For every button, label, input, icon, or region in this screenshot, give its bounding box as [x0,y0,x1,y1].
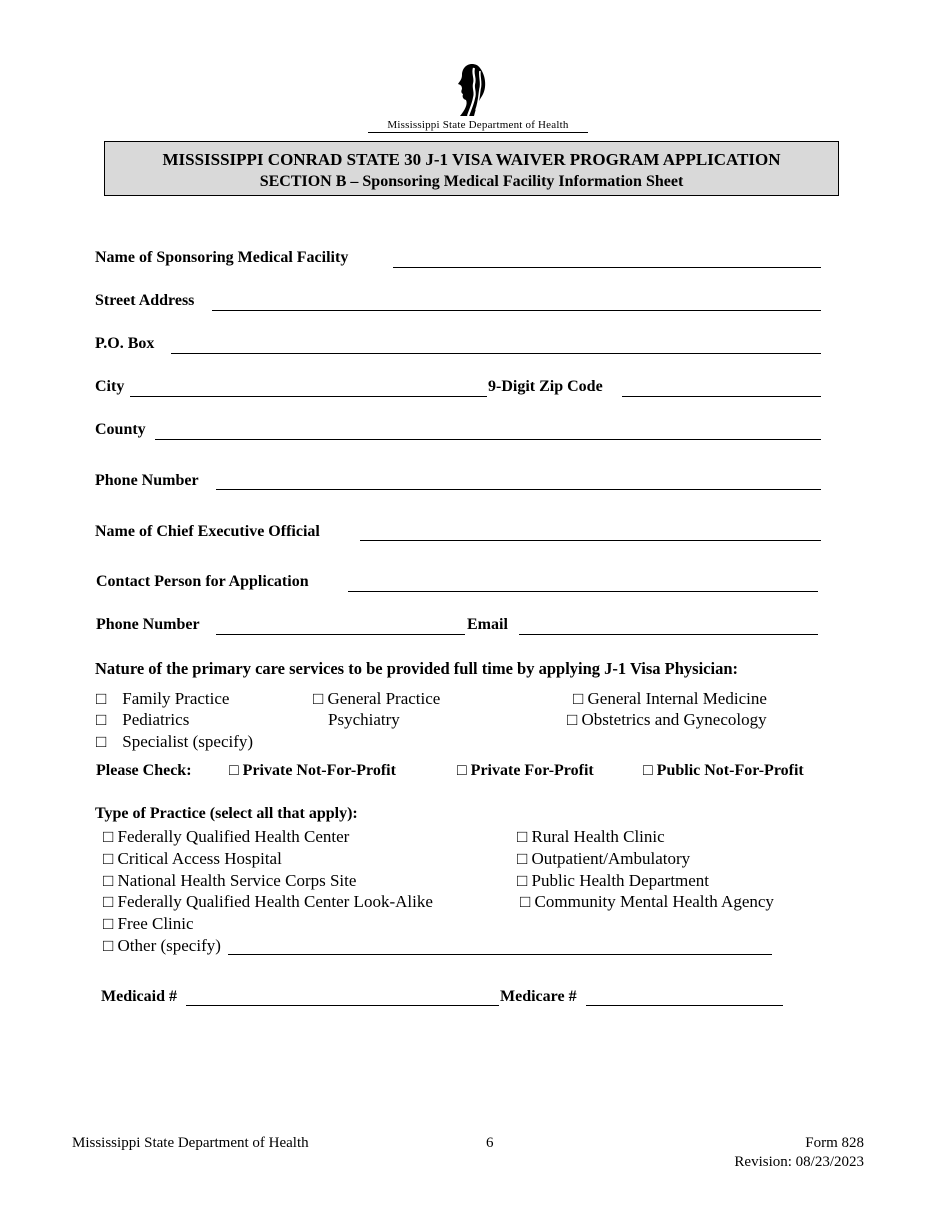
other-label: Other (specify) [117,936,221,955]
free-clinic-checkbox[interactable] [103,914,194,934]
checkbox-icon: □ [573,689,584,708]
ceo-name-label: Name of Chief Executive Official [95,523,320,540]
footer-page-number: 6 [486,1135,494,1151]
cmha-label: Community Mental Health Agency [534,892,774,911]
checkbox-icon: □ [457,762,467,779]
practice-type-label: Type of Practice (select all that apply): [95,805,358,822]
checkbox-icon: □ [517,871,528,890]
family-practice-label: Family Practice [122,689,230,708]
checkbox-icon: □ [103,827,114,846]
fqhc-lookalike-checkbox[interactable] [103,892,433,912]
profile-silhouette-icon [452,62,492,118]
checkbox-icon: □ [313,689,324,708]
cmha-checkbox[interactable] [520,892,774,912]
public-nfp-checkbox[interactable] [643,762,804,780]
checkbox-icon: □ [567,710,578,729]
cah-checkbox[interactable] [103,849,282,869]
ob-gyn-label: Obstetrics and Gynecology [581,710,767,729]
county-label: County [95,421,146,438]
contact-person-field[interactable] [348,591,818,592]
street-address-label: Street Address [95,292,195,309]
private-nfp-checkbox[interactable] [229,762,396,780]
footer-revision: Revision: 08/23/2023 [734,1154,864,1170]
nhsc-checkbox[interactable] [103,871,356,891]
checkbox-icon: □ [517,827,528,846]
ob-gyn-checkbox[interactable] [567,710,767,730]
medicaid-label: Medicaid # [101,988,177,1005]
checkbox-icon: □ [103,871,114,890]
phone-field[interactable] [216,489,821,490]
city-label: City [95,378,125,395]
email-label: Email [467,616,508,633]
checkbox-icon: □ [643,762,653,779]
nhsc-label: National Health Service Corps Site [117,871,357,890]
po-box-label: P.O. Box [95,335,155,352]
pediatrics-checkbox[interactable] [96,710,189,730]
po-box-field[interactable] [171,353,821,354]
family-practice-checkbox[interactable] [96,689,229,709]
facility-name-label: Name of Sponsoring Medical Facility [95,249,349,266]
medicaid-field[interactable] [186,1005,499,1006]
public-nfp-label: Public Not-For-Profit [656,762,804,779]
street-address-field[interactable] [212,310,821,311]
psychiatry-label: Psychiatry [328,710,400,729]
agency-logo-text: Mississippi State Department of Health [368,119,588,133]
rhc-label: Rural Health Clinic [531,827,665,846]
zip-field[interactable] [622,396,821,397]
fqhc-label: Federally Qualified Health Center [117,827,350,846]
zip-label: 9-Digit Zip Code [488,378,603,395]
medicare-field[interactable] [586,1005,783,1006]
fqhc-lookalike-label: Federally Qualified Health Center Look-Alike [117,892,433,911]
rhc-checkbox[interactable] [517,827,665,847]
other-specify-field[interactable] [228,954,772,955]
general-internal-medicine-label: General Internal Medicine [587,689,767,708]
contact-phone-label: Phone Number [96,616,200,633]
cah-label: Critical Access Hospital [117,849,282,868]
private-fp-label: Private For-Profit [470,762,594,779]
private-nfp-label: Private Not-For-Profit [242,762,396,779]
specialist-checkbox[interactable] [96,732,253,752]
free-clinic-label: Free Clinic [117,914,194,933]
checkbox-icon: □ [103,936,114,955]
form-section-title: SECTION B – Sponsoring Medical Facility Information Sheet [259,173,684,190]
outpatient-checkbox[interactable] [517,849,690,869]
contact-person-label: Contact Person for Application [96,573,309,590]
phone-label: Phone Number [95,472,199,489]
checkbox-icon: □ [103,914,114,933]
footer-org: Mississippi State Department of Health [72,1135,309,1151]
medicare-label: Medicare # [500,988,577,1005]
ceo-name-field[interactable] [360,540,821,541]
facility-name-field[interactable] [393,267,821,268]
form-title: MISSISSIPPI CONRAD STATE 30 J-1 VISA WAIVER PROGRAM APPLICATION [162,150,781,169]
footer-form-number: Form 828 [805,1135,864,1151]
pediatrics-label: Pediatrics [122,710,190,729]
please-check-label: Please Check: [96,762,192,779]
checkbox-icon: □ [96,710,107,729]
checkbox-icon: □ [517,849,528,868]
checkbox-icon: □ [520,892,531,911]
specialist-label: Specialist (specify) [122,732,254,751]
general-internal-medicine-checkbox[interactable] [573,689,767,709]
private-fp-checkbox[interactable] [457,762,594,780]
checkbox-icon: □ [96,689,107,708]
contact-phone-field[interactable] [216,634,465,635]
public-health-checkbox[interactable] [517,871,709,891]
checkbox-icon: □ [96,732,107,751]
checkbox-icon: □ [103,892,114,911]
other-checkbox[interactable] [103,936,221,956]
checkbox-icon: □ [103,849,114,868]
fqhc-checkbox[interactable] [103,827,349,847]
email-field[interactable] [519,634,818,635]
agency-logo [368,62,588,134]
city-field[interactable] [130,396,487,397]
county-field[interactable] [155,439,821,440]
checkbox-icon: □ [229,762,239,779]
outpatient-label: Outpatient/Ambulatory [531,849,691,868]
form-title-box [104,141,839,196]
general-practice-checkbox[interactable] [313,689,440,709]
public-health-label: Public Health Department [531,871,710,890]
services-question: Nature of the primary care services to be provided full time by applying J-1 Visa Physician: [95,659,739,678]
general-practice-label: General Practice [327,689,441,708]
